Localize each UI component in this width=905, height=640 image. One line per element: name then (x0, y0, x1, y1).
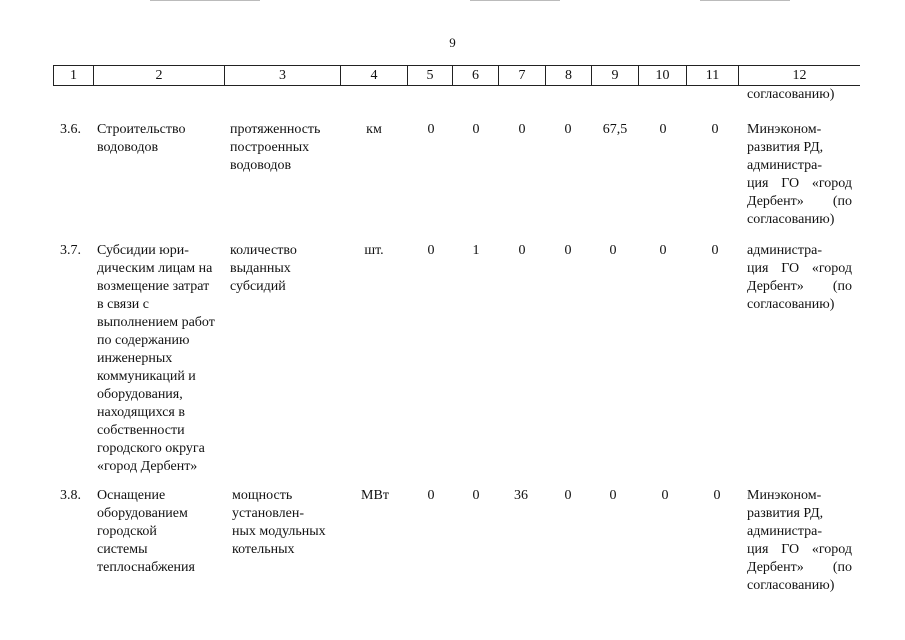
row-value-6: 0 (472, 488, 480, 503)
column-header-8: 8 (546, 66, 592, 85)
row-indicator: количество выданных субсидий (230, 243, 297, 294)
row-value-6: 0 (472, 122, 480, 137)
row-executor: администра- ция ГО «город Дербент» (по согласованию) (747, 243, 852, 312)
column-header-10: 10 (639, 66, 687, 85)
column-header-9: 9 (592, 66, 639, 85)
row-value-10: 0 (659, 243, 667, 258)
row-indicator: мощность установлен- ных модульных котельных (232, 488, 326, 557)
row-id: 3.7. (60, 243, 81, 258)
row-value-10: 0 (661, 488, 669, 503)
row-value-11: 0 (711, 243, 719, 258)
row-name: Оснащение оборудованием городской системы теплоснабжения (97, 488, 195, 575)
row-executor: Минэконом- развития РД, администра- ция ГО «город Дербент» (по согласованию) (747, 488, 852, 593)
row-value-7: 36 (514, 488, 528, 503)
row-value-11: 0 (713, 488, 721, 503)
row-indicator: протяженность построенных водоводов (230, 122, 321, 173)
row-value-5: 0 (427, 243, 435, 258)
column-header-2: 2 (94, 66, 225, 85)
row-executor: Минэконом- развития РД, администра- ция ГО «город Дербент» (по согласованию) (747, 122, 852, 227)
scan-edge-line (700, 0, 790, 1)
column-header-5: 5 (408, 66, 453, 85)
carry-over-text: согласованию) (747, 87, 835, 102)
row-value-5: 0 (427, 488, 435, 503)
row-value-7: 0 (518, 243, 526, 258)
row-unit: МВт (361, 488, 389, 503)
row-value-8: 0 (564, 488, 572, 503)
row-name: Субсидии юри- дическим лицам на возмещение затрат в связи с выполнением работ по содержанию инженерных коммуникаций и оборудования, находящихся в собственности городского округа «город Дербент» (97, 243, 215, 474)
column-header-7: 7 (499, 66, 546, 85)
column-header-6: 6 (453, 66, 499, 85)
column-header-12: 12 (792, 68, 807, 83)
column-header-11: 11 (687, 66, 739, 85)
row-value-9: 0 (609, 488, 617, 503)
row-id: 3.6. (60, 122, 81, 137)
row-value-7: 0 (518, 122, 526, 137)
column-header-1: 1 (54, 66, 94, 85)
scan-edge-line (470, 0, 560, 1)
column-header-4: 4 (341, 66, 408, 85)
row-id: 3.8. (60, 488, 81, 503)
row-value-9: 0 (609, 243, 617, 258)
row-value-5: 0 (427, 122, 435, 137)
table-header (53, 65, 860, 86)
row-value-9: 67,5 (602, 122, 628, 137)
row-name: Строительство водоводов (97, 122, 186, 155)
row-value-8: 0 (564, 243, 572, 258)
page-number: 9 (449, 35, 456, 50)
scan-edge-line (150, 0, 260, 1)
row-unit: км (366, 122, 382, 137)
row-value-10: 0 (659, 122, 667, 137)
row-value-8: 0 (564, 122, 572, 137)
row-value-11: 0 (711, 122, 719, 137)
row-value-6: 1 (472, 243, 480, 258)
row-unit: шт. (364, 243, 384, 258)
column-header-3: 3 (225, 66, 341, 85)
